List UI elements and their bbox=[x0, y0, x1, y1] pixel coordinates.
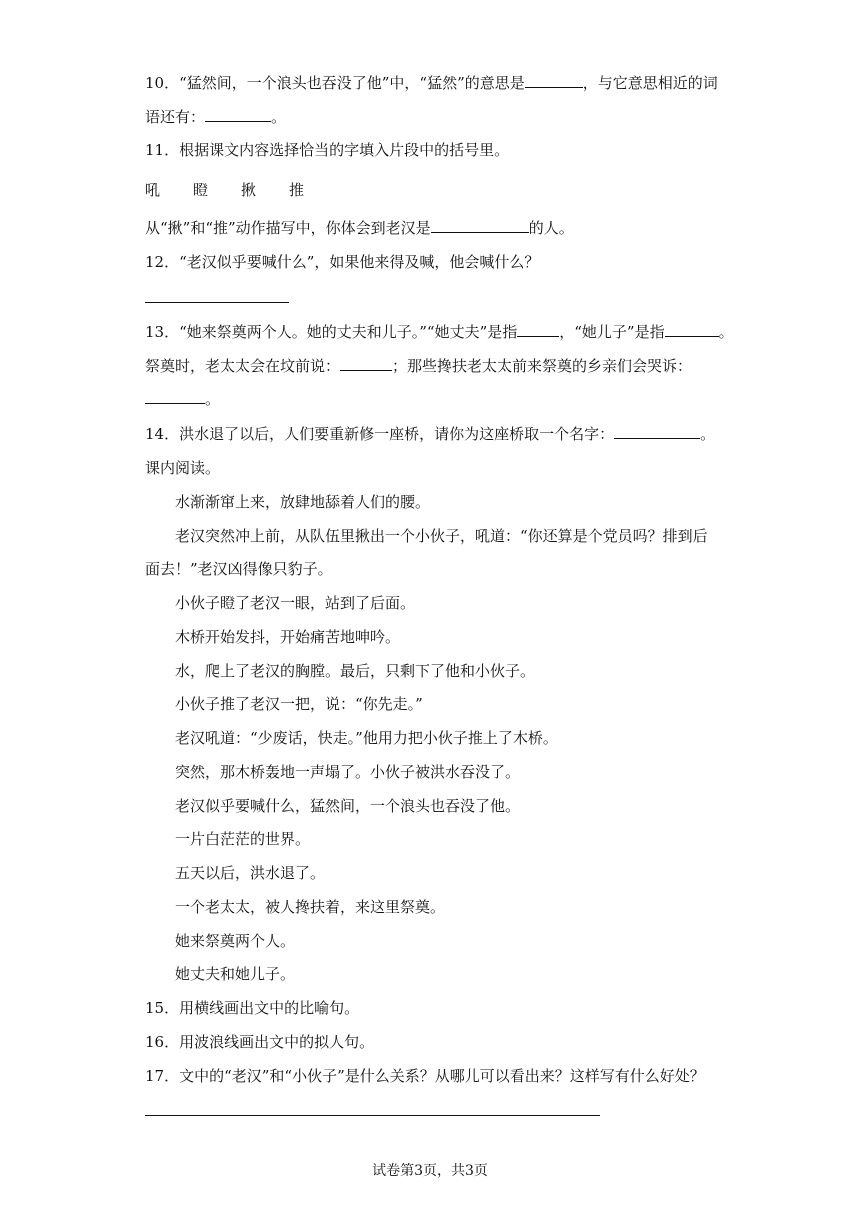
q11-text-a: 从“揪”和“推”动作描写中，你体会到老汉是 bbox=[145, 219, 431, 237]
q13-line1 bbox=[145, 322, 734, 342]
page-footer: 试卷第3页，共3页 bbox=[372, 1163, 488, 1179]
q16-prompt: 16．用波浪线画出文中的拟人句。 bbox=[145, 1033, 375, 1051]
passage-line: 水渐渐窜上来，放肆地舔着人们的腰。 bbox=[175, 493, 431, 511]
passage-line: 水，爬上了老汉的胸膛。最后，只剩下了他和小伙子。 bbox=[175, 662, 536, 680]
q13-blank-villagers[interactable] bbox=[145, 389, 205, 404]
q13-blank-son[interactable] bbox=[665, 322, 719, 337]
q11-word-4: 推 bbox=[289, 181, 305, 199]
section-heading: 课内阅读。 bbox=[145, 459, 221, 477]
q13-blank-husband[interactable] bbox=[517, 322, 559, 337]
passage-line: 突然，那木桥轰地一声塌了。小伙子被洪水吞没了。 bbox=[175, 763, 521, 781]
q14-text-b: 。 bbox=[700, 425, 716, 443]
passage-line: 五天以后，洪水退了。 bbox=[175, 864, 326, 882]
q11-blank[interactable] bbox=[431, 218, 529, 233]
q13-text-b: ，“她儿子”是指 bbox=[559, 323, 665, 341]
passage-line: 一片白茫茫的世界。 bbox=[175, 830, 311, 848]
q10-text-d: 。 bbox=[271, 108, 287, 126]
passage-line: 老汉吼道：“少废话，快走。”他用力把小伙子推上了木桥。 bbox=[175, 729, 558, 747]
q13-text-a: 13．“她来祭奠两个人。她的丈夫和儿子。”“她丈夫”是指 bbox=[145, 323, 518, 341]
q17-answer-line[interactable] bbox=[145, 1115, 600, 1116]
q10-line1 bbox=[145, 73, 718, 93]
passage-line: 她来祭奠两个人。 bbox=[175, 932, 296, 950]
q11-word-2: 瞪 bbox=[193, 181, 209, 199]
q13-line3 bbox=[145, 389, 220, 409]
q11-text-b: 的人。 bbox=[528, 219, 574, 237]
passage-line: 小伙子瞪了老汉一眼，站到了后面。 bbox=[175, 594, 416, 612]
q17-prompt: 17．文中的“老汉”和“小伙子”是什么关系？从哪儿可以看出来？这样写有什么好处？ bbox=[145, 1067, 705, 1085]
q13-text-d: 祭奠时，老太太会在坟前说： bbox=[145, 357, 341, 375]
q12-prompt: 12．“老汉似乎要喊什么”，如果他来得及喊，他会喊什么？ bbox=[145, 253, 540, 271]
q13-line2 bbox=[145, 356, 692, 376]
q13-blank-oldwoman[interactable] bbox=[340, 356, 392, 371]
passage-line: 面去！”老汉凶得像只豹子。 bbox=[145, 560, 333, 578]
q15-prompt: 15．用横线画出文中的比喻句。 bbox=[145, 999, 360, 1017]
q10-text-b: ，与它意思相近的词 bbox=[582, 74, 718, 92]
q14-blank-bridge-name[interactable] bbox=[614, 424, 700, 439]
q13-text-e: ；那些搀扶老太太前来祭奠的乡亲们会哭诉： bbox=[392, 357, 693, 375]
q14-text-a: 14．洪水退了以后，人们要重新修一座桥，请你为这座桥取一个名字： bbox=[145, 425, 615, 443]
q11-word-3: 揪 bbox=[241, 181, 257, 199]
passage-line: 木桥开始发抖，开始痛苦地呻吟。 bbox=[175, 628, 401, 646]
q11-sentence bbox=[145, 218, 574, 238]
q13-text-c: 。 bbox=[718, 323, 734, 341]
passage-line: 老汉似乎要喊什么，猛然间，一个浪头也吞没了他。 bbox=[175, 797, 521, 815]
q10-line2 bbox=[145, 107, 286, 127]
q11-word-choices bbox=[145, 180, 337, 200]
q12-answer-line[interactable] bbox=[145, 302, 289, 303]
passage-line: 老汉突然冲上前，从队伍里揪出一个小伙子，吼道：“你还算是个党员吗？排到后 bbox=[175, 527, 708, 545]
q10-text-a: 10．“猛然间，一个浪头也吞没了他”中，“猛然”的意思是 bbox=[145, 74, 525, 92]
q11-word-1: 吼 bbox=[145, 181, 161, 199]
q13-text-f: 。 bbox=[205, 390, 221, 408]
passage-line: 一个老太太，被人搀扶着，来这里祭奠。 bbox=[175, 898, 446, 916]
passage-line: 小伙子推了老汉一把，说：“你先走。” bbox=[175, 695, 423, 713]
q10-blank-synonym[interactable] bbox=[205, 107, 271, 122]
q10-text-c: 语还有： bbox=[145, 108, 206, 126]
passage-line: 她丈夫和她儿子。 bbox=[175, 965, 296, 983]
q14-line bbox=[145, 424, 715, 444]
q11-prompt: 11．根据课文内容选择恰当的字填入片段中的括号里。 bbox=[145, 141, 510, 159]
q10-blank-meaning[interactable] bbox=[525, 73, 583, 88]
